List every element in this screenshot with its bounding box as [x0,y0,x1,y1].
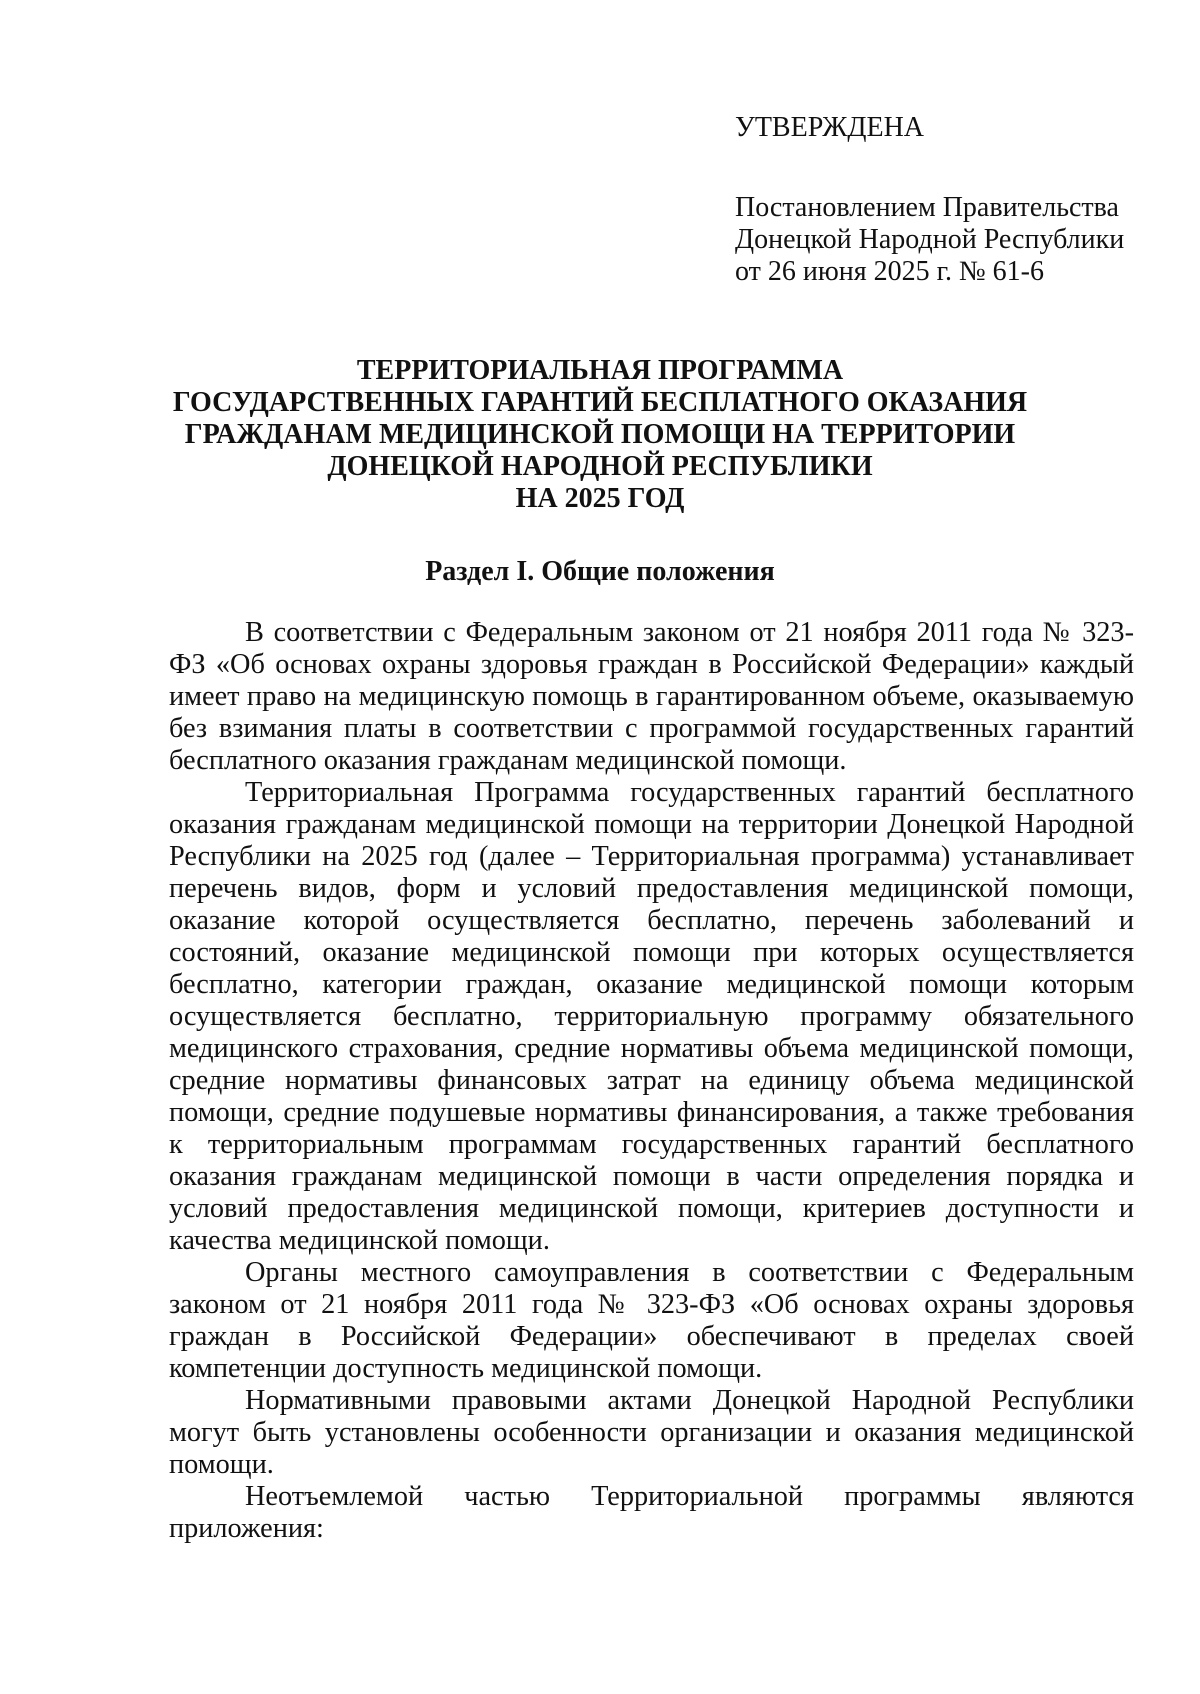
title-line: ГОСУДАРСТВЕННЫХ ГАРАНТИЙ БЕСПЛАТНОГО ОКАЗАНИЯ [172,387,1028,418]
approval-block [735,112,1175,288]
section-body [169,617,1134,1545]
approval-line: от 26 июня 2025 г. № 61-6 [735,256,1044,287]
paragraph: Нормативными правовыми актами Донецкой Народной Республики могут быть установлены особенности организации и оказания медицинской помощи. [169,1385,1134,1480]
approval-line: Постановлением Правительства [735,192,1119,223]
title-line: ГРАЖДАНАМ МЕДИЦИНСКОЙ ПОМОЩИ НА ТЕРРИТОРИИ [184,419,1016,450]
approval-stamp: УТВЕРЖДЕНА [735,112,925,143]
paragraph: Неотъемлемой частью Территориальной программы являются приложения: [169,1481,1134,1544]
title-line: ТЕРРИТОРИАЛЬНАЯ ПРОГРАММА [356,355,844,386]
paragraph: В соответствии с Федеральным законом от 21 ноября 2011 года № 323-ФЗ «Об основах охраны здоровья граждан в Российской Федерации» каждый имеет право на медицинскую помощь в гарантированном объеме, оказываемую без взимания платы в соответствии с программой государственных гарантий бесплатного оказания гражданам медицинской помощи. [169,617,1134,776]
document-title [130,355,1070,515]
approval-line: Донецкой Народной Республики [735,224,1125,255]
paragraph: Органы местного самоуправления в соответствии с Федеральным законом от 21 ноября 2011 года № 323-ФЗ «Об основах охраны здоровья граждан в Российской Федерации» обеспечивают в пределах своей компетенции доступность медицинской помощи. [169,1257,1134,1384]
title-line: НА 2025 ГОД [515,483,685,514]
section-heading: Раздел I. Общие положения [425,556,775,587]
title-line: ДОНЕЦКОЙ НАРОДНОЙ РЕСПУБЛИКИ [327,451,873,482]
paragraph: Территориальная Программа государственных гарантий бесплатного оказания гражданам медицинской помощи на территории Донецкой Народной Республики на 2025 год (далее – Территориальная программа) устанавливает перечень видов, форм и условий предоставления медицинской помощи, оказание которой осуществляется бесплатно, перечень заболеваний и состояний, оказание медицинской помощи при которых осуществляется бесплатно, категории граждан, оказание медицинской помощи которым осуществляется бесплатно, территориальную программу обязательного медицинского страхования, средние нормативы объема медицинской помощи, средние нормативы финансовых затрат на единицу объема медицинской помощи, средние подушевые нормативы финансирования, а также требования к территориальным программам государственных гарантий бесплатного оказания гражданам медицинской помощи в части определения порядка и условий предоставления медицинской помощи, критериев доступности и качества медицинской помощи. [169,777,1134,1256]
